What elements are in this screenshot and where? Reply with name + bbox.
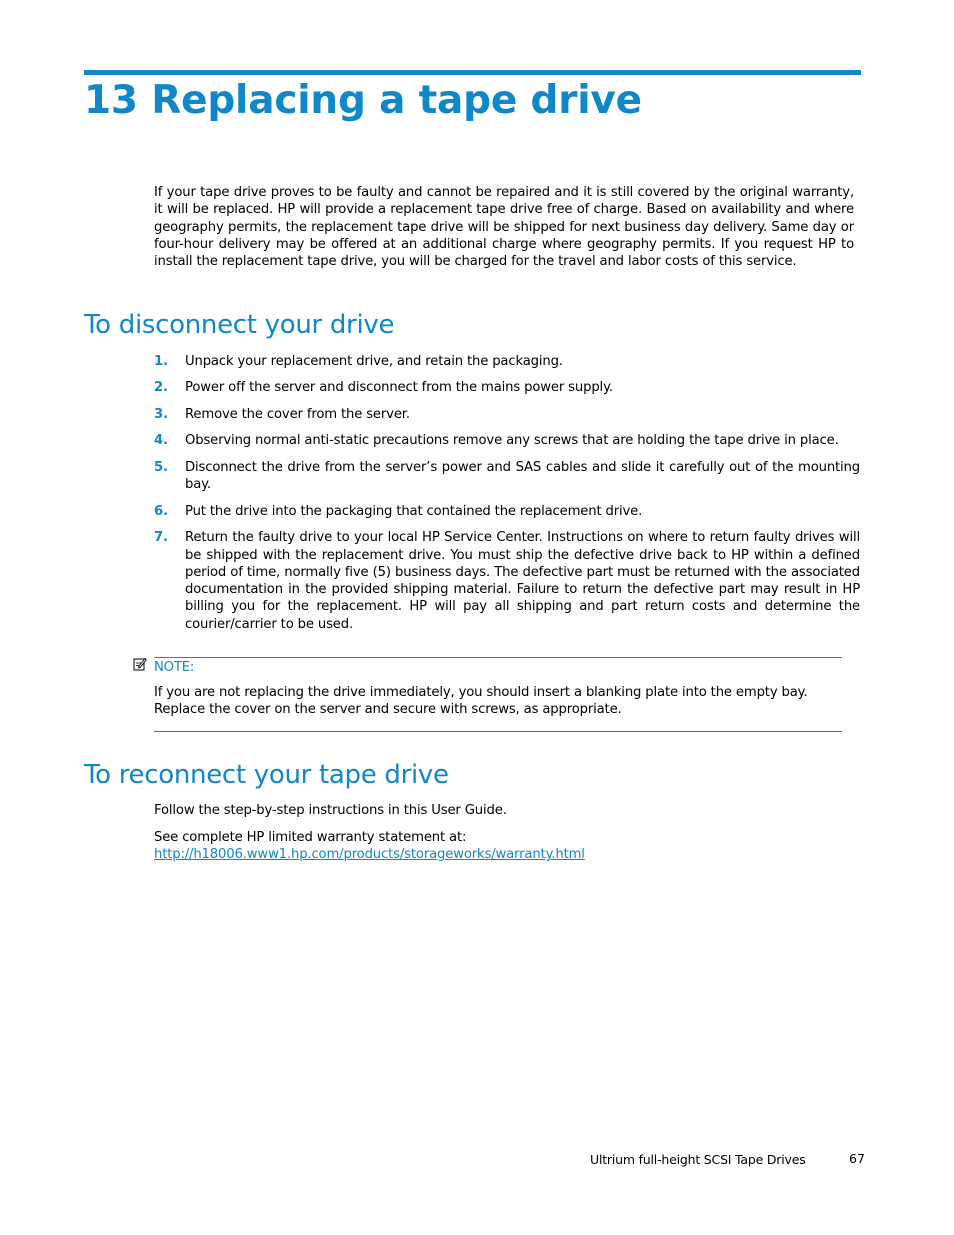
step-number: 1.	[154, 354, 168, 369]
chapter-rule	[84, 70, 861, 75]
step-text: Power off the server and disconnect from the mains power supply.	[185, 380, 613, 396]
step-item	[154, 353, 860, 370]
warranty-link[interactable]: http://h18006.www1.hp.com/products/storageworks/warranty.html	[154, 847, 585, 863]
footer-doc-title: Ultrium full-height SCSI Tape Drives	[590, 1152, 806, 1167]
step-number: 5.	[154, 459, 168, 475]
step-number: 6.	[154, 503, 168, 519]
step-item	[154, 459, 860, 494]
step-item	[154, 529, 860, 633]
note-rule-bottom	[154, 731, 842, 732]
note-text: If you are not replacing the drive immediately, you should insert a blanking plate into the empty bay. Replace the cover on the server and secure with screws, as appropriate.	[154, 685, 808, 718]
note-label: NOTE:	[154, 660, 195, 675]
note-rule-top	[154, 657, 842, 658]
step-item	[154, 406, 860, 423]
section-title-reconnect: To reconnect your tape drive	[84, 760, 449, 790]
step-text: Disconnect the drive from the server’s power and SAS cables and slide it carefully out of the mounting bay.	[185, 459, 860, 493]
step-number: 2.	[154, 380, 168, 396]
section-title-disconnect: To disconnect your drive	[84, 310, 395, 340]
page-number: 67	[849, 1151, 865, 1166]
step-number: 3.	[154, 406, 168, 422]
step-number: 7.	[154, 530, 168, 546]
step-text: Remove the cover from the server.	[185, 406, 410, 422]
intro-paragraph: If your tape drive proves to be faulty and cannot be repaired and it is still covered by the original warranty, it will be replaced. HP will provide a replacement tape drive free of charge. Based on availability and where geography permits, the replacement tape drive will be shipped for next business day delivery. Same day or four-hour delivery may be offered at an additional charge where geography permits. If you request HP to install the replacement tape drive, you will be charged for the travel and labor costs of this service.	[154, 185, 854, 270]
disconnect-steps	[154, 353, 860, 642]
chapter-title: 13 Replacing a tape drive	[84, 78, 642, 123]
warranty-paragraph	[154, 829, 860, 864]
warranty-prefix: See complete HP limited warranty statement at:	[154, 830, 467, 845]
step-item	[154, 379, 860, 396]
follow-instructions-text: Follow the step-by-step instructions in this User Guide.	[154, 803, 507, 818]
step-number: 4.	[154, 433, 168, 449]
step-text: Observing normal anti-static precautions remove any screws that are holding the tape drive in place.	[185, 433, 839, 449]
note-pencil-icon	[133, 657, 147, 671]
step-item	[154, 432, 860, 449]
step-item	[154, 503, 860, 520]
step-text: Unpack your replacement drive, and retain the packaging.	[185, 354, 563, 369]
step-text: Return the faulty drive to your local HP Service Center. Instructions on where to return faulty drives will be shipped with the replacement drive. You must ship the defective drive back to HP within a defined period of time, normally five (5) business days. The defective part must be returned with the associated documentation in the provided shipping material. Failure to return the defective part may result in HP billing you for the replacement. HP will pay all shipping and part return costs and determine the courier/carrier to be used.	[185, 530, 860, 632]
step-text: Put the drive into the packaging that contained the replacement drive.	[185, 503, 643, 519]
